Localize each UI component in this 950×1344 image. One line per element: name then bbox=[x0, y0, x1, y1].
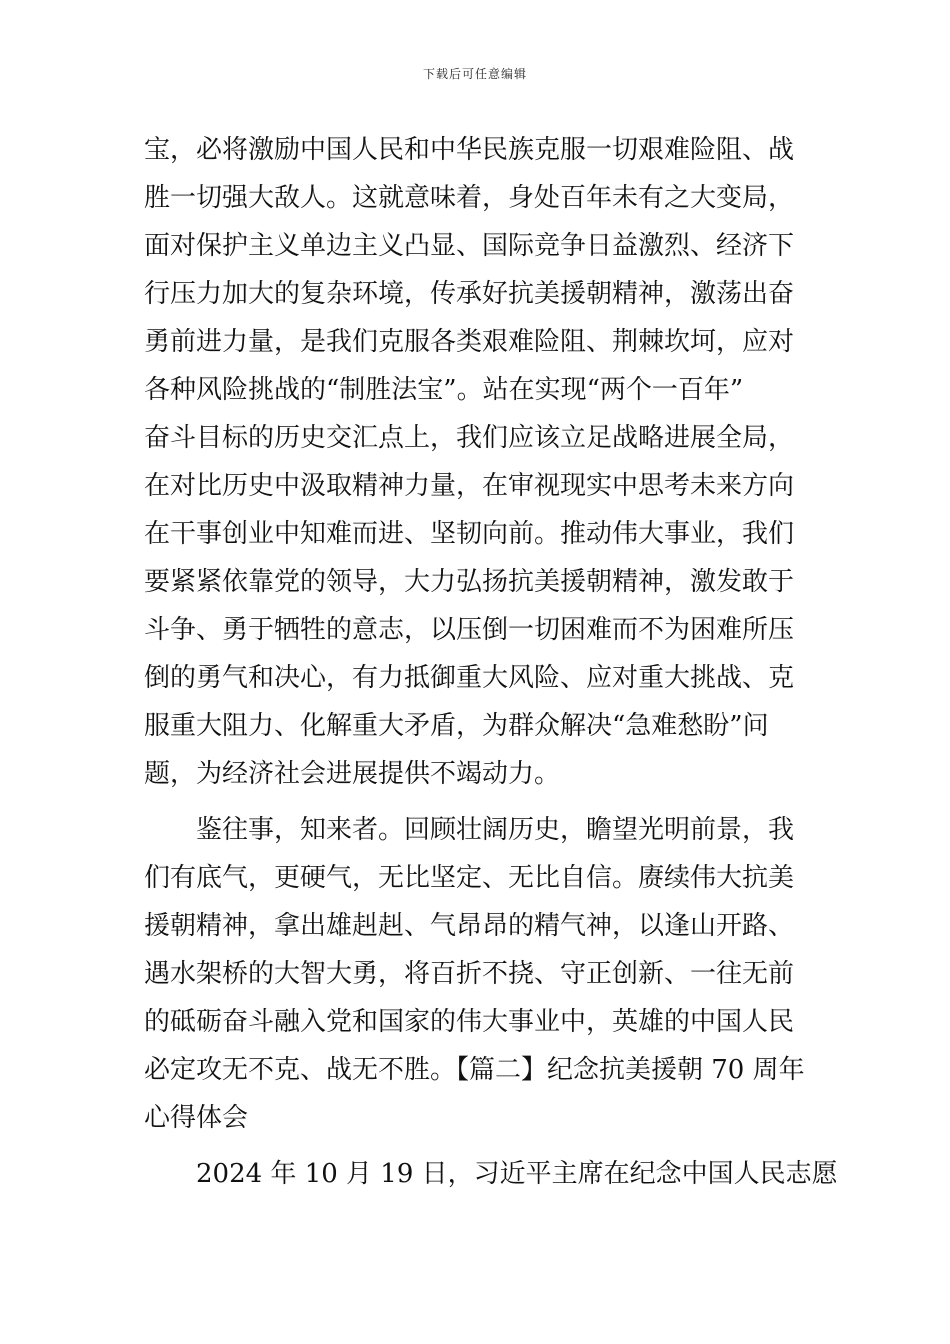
text-line: 胜一切强大敌人。这就意味着，身处百年未有之大变局， bbox=[144, 183, 795, 213]
document-body bbox=[144, 126, 838, 1198]
text-line: 在干事创业中知难而进、坚韧向前。推动伟大事业，我们 bbox=[144, 519, 795, 549]
text-line: 2024 年 10 月 19 日，习近平主席在纪念中国人民志愿 bbox=[196, 1159, 838, 1189]
text-line: 鉴往事，知来者。回顾壮阔历史，瞻望光明前景，我 bbox=[196, 815, 795, 845]
paragraph bbox=[144, 1150, 838, 1198]
text-line: 行压力加大的复杂环境，传承好抗美援朝精神，激荡出奋 bbox=[144, 279, 795, 309]
text-line: 必定攻无不克、战无不胜。【篇二】纪念抗美援朝 70 周年 bbox=[144, 1055, 805, 1085]
text-line: 奋斗目标的历史交汇点上，我们应该立足战略进展全局， bbox=[144, 423, 795, 453]
paragraph bbox=[144, 126, 814, 798]
text-line: 服重大阻力、化解重大矛盾，为群众解决“急难愁盼”问 bbox=[144, 711, 769, 741]
paragraph bbox=[144, 806, 814, 1142]
text-line: 在对比历史中汲取精神力量，在审视现实中思考未来方向 bbox=[144, 471, 795, 501]
text-line: 斗争、勇于牺牲的意志，以压倒一切困难而不为困难所压 bbox=[144, 615, 795, 645]
text-line: 宝，必将激励中国人民和中华民族克服一切艰难险阻、战 bbox=[144, 135, 795, 165]
text-line: 题，为经济社会进展提供不竭动力。 bbox=[144, 759, 561, 789]
text-line: 面对保护主义单边主义凸显、国际竞争日益激烈、经济下 bbox=[144, 231, 795, 261]
text-line: 心得体会 bbox=[144, 1103, 249, 1133]
text-line: 援朝精神，拿出雄赳赳、气昂昂的精气神，以逢山开路、 bbox=[144, 911, 795, 941]
page-header: 下载后可任意编辑 bbox=[422, 67, 527, 81]
text-line: 们有底气，更硬气，无比坚定、无比自信。赓续伟大抗美 bbox=[144, 863, 795, 893]
paragraph-gap bbox=[144, 1142, 814, 1150]
text-line: 倒的勇气和决心，有力抵御重大风险、应对重大挑战、克 bbox=[144, 663, 795, 693]
text-line: 勇前进力量，是我们克服各类艰难险阻、荆棘坎坷，应对 bbox=[144, 327, 795, 357]
text-line: 要紧紧依靠党的领导，大力弘扬抗美援朝精神，激发敢于 bbox=[144, 567, 795, 597]
paragraph-gap bbox=[144, 798, 814, 806]
text-line: 各种风险挑战的“制胜法宝”。站在实现“两个一百年” bbox=[144, 375, 744, 405]
text-line: 遇水架桥的大智大勇，将百折不挠、守正创新、一往无前 bbox=[144, 959, 795, 989]
text-line: 的砥砺奋斗融入党和国家的伟大事业中，英雄的中国人民 bbox=[144, 1007, 795, 1037]
